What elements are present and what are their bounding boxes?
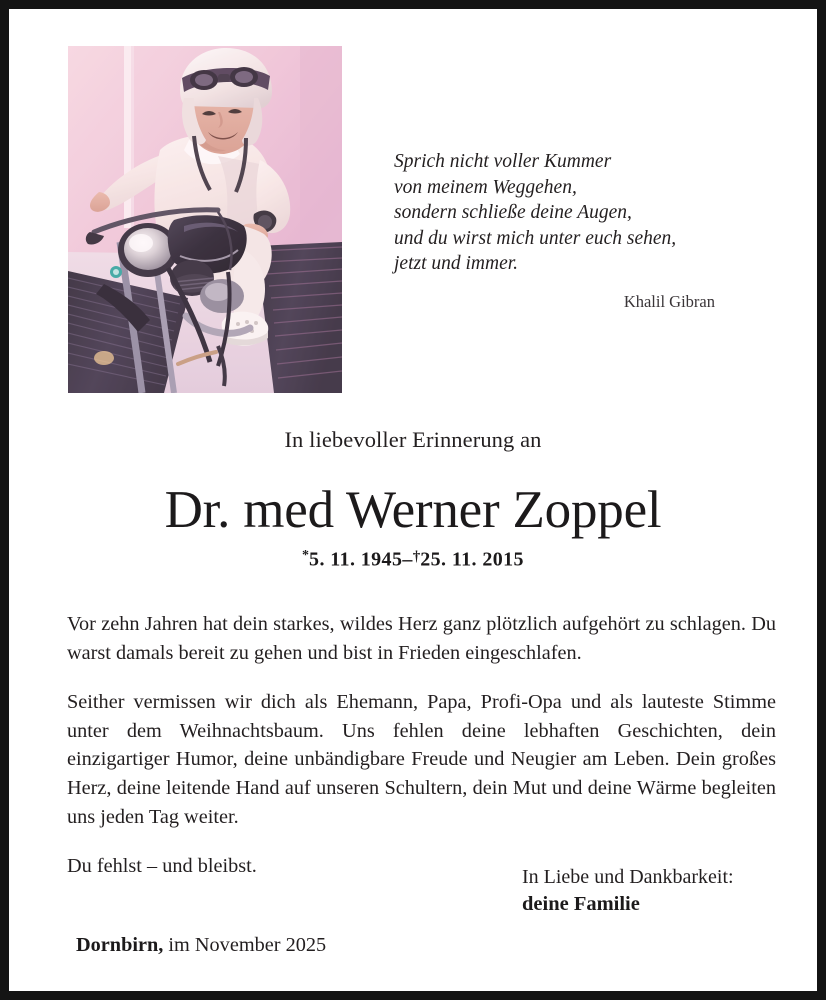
date-separator: – <box>402 548 413 571</box>
birth-symbol: * <box>302 548 310 563</box>
notice-date: im November 2025 <box>163 934 327 956</box>
memorial-paragraph-3: Du fehlst – und bleibst. <box>67 855 257 878</box>
birth-date: 5. 11. 1945 <box>309 548 403 571</box>
memorial-quote <box>394 149 734 312</box>
memorial-paragraph-2: Seither vermissen wir dich als Ehemann, Papa, Profi-Opa und als lauteste Stimme unter dem Weihnachtsbaum. Uns fehlen deine lebhaften Geschichten, dein einzigartiger Humor, deine unbändigbare Freude und Neugier am Leben. Dein großes Herz, deine leitende Hand auf unseren Schultern, dein Mut und deine Wärme begleiten uns jeden Tag weiter. <box>67 691 776 828</box>
signature-block <box>509 864 777 918</box>
memorial-paragraph-1: Vor zehn Jahren hat dein starkes, wildes Herz ganz plötzlich aufgehört zu schlagen. Du warst damals bereit zu gehen und bist in Frieden eingeschlafen. <box>67 613 776 664</box>
death-symbol: † <box>412 548 421 565</box>
quote-author: Khalil Gibran <box>623 291 715 311</box>
quote-line-2: von meinem Weggehen, <box>394 176 577 198</box>
deceased-name: Dr. med Werner Zoppel <box>164 481 662 539</box>
place-date-line <box>76 934 326 957</box>
memorial-photo-illustration <box>68 46 342 393</box>
memorial-photo <box>68 46 342 393</box>
quote-line-3: sondern schließe deine Augen, <box>394 202 632 223</box>
obituary-notice-body <box>9 9 817 991</box>
signature-intro: In Liebe und Dankbarkeit: <box>522 866 734 888</box>
quote-line-4: und du wirst mich unter euch sehen, <box>394 227 677 249</box>
death-date: 25. 11. 2015 <box>420 548 524 571</box>
quote-line-5: jetzt und immer. <box>394 253 519 274</box>
in-memory-label: In liebevoller Erinnerung an <box>284 427 542 452</box>
quote-line-1: Sprich nicht voller Kummer <box>394 151 612 172</box>
memorial-text <box>67 610 776 881</box>
signature-family: deine Familie <box>522 893 640 915</box>
place-name: Dornbirn, <box>76 934 164 956</box>
life-dates <box>9 548 817 571</box>
